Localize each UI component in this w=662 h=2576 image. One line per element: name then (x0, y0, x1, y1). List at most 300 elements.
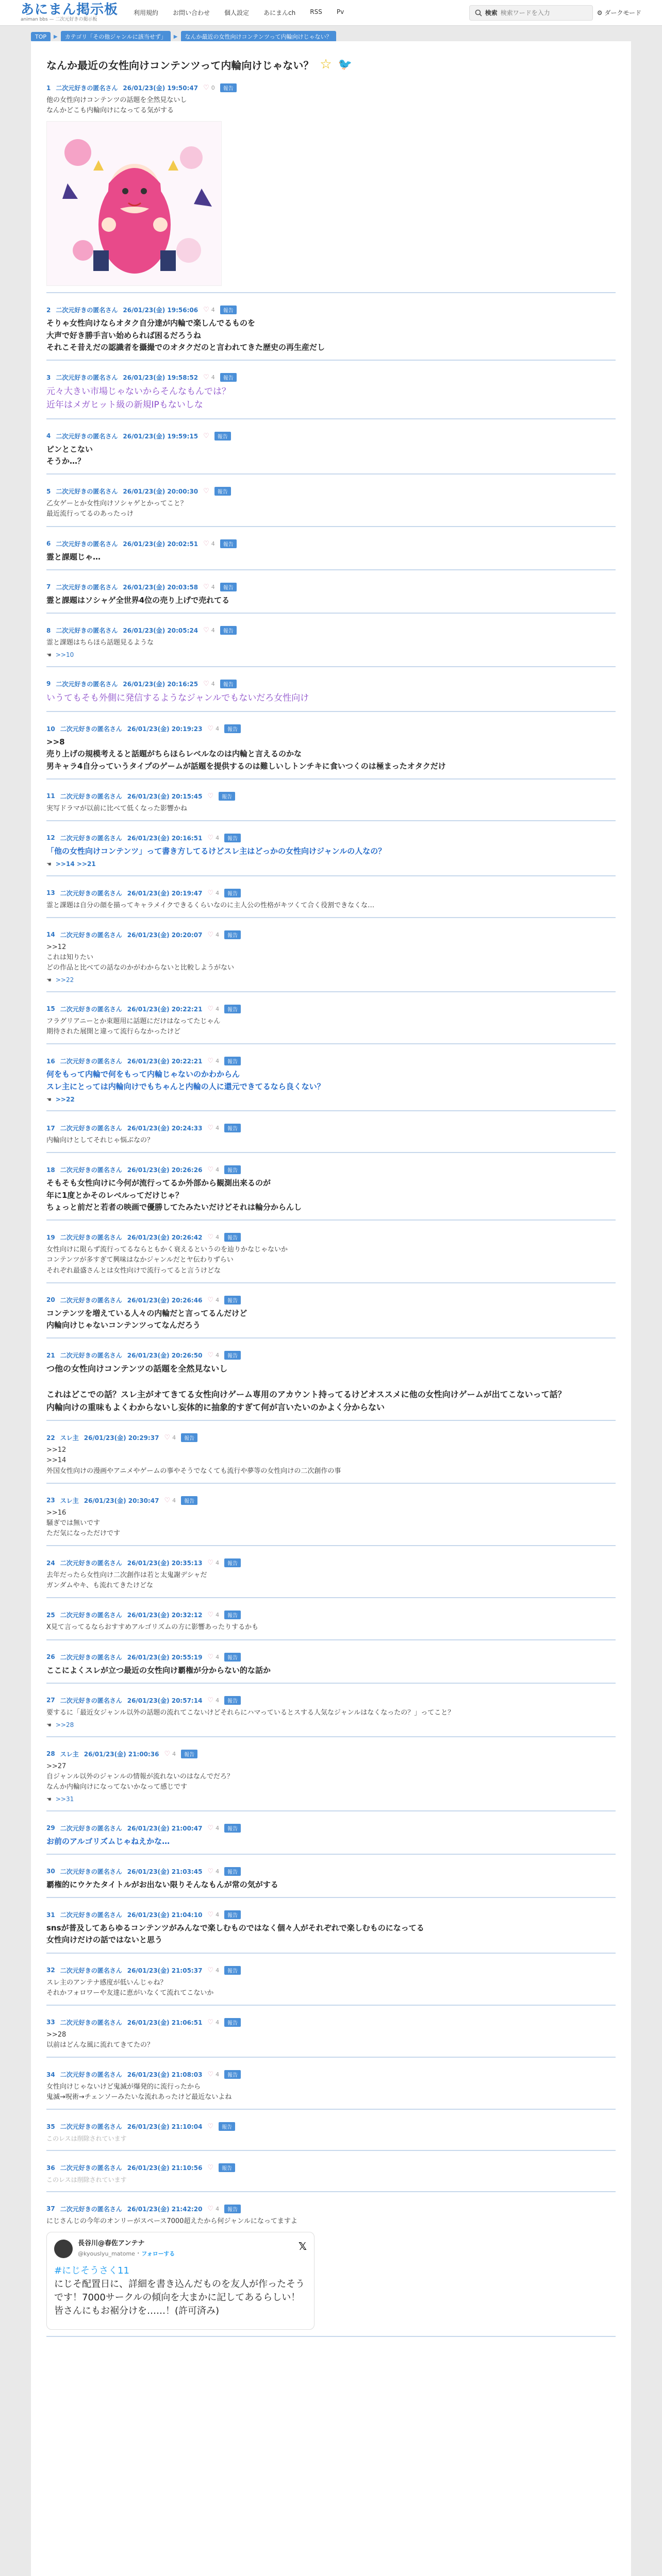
like-count: 4 (172, 1750, 176, 1757)
dark-mode-toggle[interactable] (597, 8, 641, 17)
post (41, 1430, 621, 1483)
heart-icon[interactable]: ♡ (203, 487, 209, 496)
post-text: 要するに「最近女ジャンル以外の話題の流れてこないけどそれらにハマっているとスする人気なジャンルはなくなったの？」ってこと？ (46, 1708, 455, 1717)
heart-icon[interactable]: ♡ (164, 1434, 171, 1442)
post-date: 26/01/23(金) 20:26:50 (127, 1352, 203, 1360)
report-button[interactable]: 報告 (224, 1005, 241, 1013)
post-text: そもそも女性向けに今何が流行ってるか外部から観測出来るのが 年に1度とかそのレベルってだけじゃ？ ちょっと前だと若者の映画で優勝してたみたいだけどそれは輪分からんし (46, 1178, 302, 1212)
heart-icon[interactable]: ♡ (203, 84, 209, 92)
heart-icon[interactable]: ♡ (207, 1611, 214, 1619)
post (41, 1555, 621, 1598)
reply-references (46, 1095, 616, 1105)
search-button[interactable]: 検索 (485, 9, 498, 16)
post (41, 1002, 621, 1044)
post-number[interactable]: 15 (46, 1005, 55, 1013)
like-count: 4 (211, 583, 215, 590)
logo-text: あにまん掲示板 (21, 2, 119, 18)
post-number[interactable]: 31 (46, 1911, 55, 1919)
post-number[interactable]: 32 (46, 1967, 55, 1974)
tweet-user: 長谷川@春佐アンテナ (78, 2239, 145, 2247)
heart-icon[interactable]: ♡ (207, 930, 214, 939)
poster-name: 二次元好きの匿名さん (60, 1697, 122, 1704)
post-body (46, 317, 616, 361)
post-meta (46, 1910, 616, 1919)
like-count: 4 (216, 1234, 220, 1241)
post-number[interactable]: 21 (46, 1351, 55, 1359)
heart-icon[interactable]: ♡ (207, 1296, 214, 1304)
poster-name: 二次元好きの匿名さん (60, 2205, 122, 2213)
post-body (46, 1363, 616, 1421)
post-body (46, 2082, 616, 2110)
heart-icon[interactable]: ♡ (164, 1750, 171, 1758)
post-text: 他の女性向けコンテンツの話題を全然見ないし なんかどこも内輪向けになってる気がする (46, 96, 187, 115)
post-meta (46, 1351, 616, 1360)
post-body (46, 1761, 616, 1811)
poster-name: 二次元好きの匿名さん (60, 834, 122, 842)
post-body (46, 95, 616, 293)
heart-icon[interactable]: ♡ (207, 1653, 214, 1661)
post-number[interactable]: 16 (46, 1057, 55, 1065)
reply-anchor-link[interactable]: >>22 (55, 976, 74, 984)
like-count: 4 (216, 834, 220, 841)
post-date: 26/01/23(金) 20:00:30 (123, 488, 198, 496)
like-count: 4 (216, 1296, 220, 1303)
post-body (46, 1622, 616, 1640)
post-date: 26/01/23(金) 20:35:13 (127, 1560, 203, 1567)
heart-icon[interactable]: ♡ (207, 1351, 214, 1360)
breadcrumb-thread[interactable]: なんか最近の女性向けコンテンツって内輪向けじゃない？ (181, 31, 336, 42)
poster-name: 二次元好きの匿名さん (60, 2164, 122, 2172)
heart-icon[interactable]: ♡ (207, 2205, 214, 2213)
heart-icon[interactable]: ♡ (207, 1696, 214, 1704)
report-button[interactable]: 報告 (220, 83, 237, 92)
report-button[interactable]: 報告 (220, 583, 237, 591)
post-text: 「他の女性向けコンテンツ」って書き方してるけどスレ主はどっかの女性向けジャンルの人なの？ (46, 846, 386, 856)
poster-name: 二次元好きの匿名さん (60, 2019, 122, 2026)
reply-anchor-link[interactable]: >>31 (55, 1795, 74, 1803)
heart-icon[interactable]: ♡ (207, 1166, 214, 1174)
post (41, 2160, 621, 2192)
reply-hand-icon: ☚ (46, 651, 52, 658)
nav-item[interactable]: あにまんch (263, 9, 296, 16)
heart-icon[interactable]: ♡ (207, 1824, 214, 1832)
tweet-header: 長谷川@春佐アンテナ @kyouslyu_matome · フォローする (54, 2239, 307, 2259)
post-meta (46, 2070, 616, 2079)
poster-name: 二次元好きの匿名さん (60, 1125, 122, 1132)
post-text: ここによくスレが立つ最近の女性向け覇権が分からない的な話か (46, 1665, 271, 1675)
post-date: 26/01/23(金) 19:58:52 (123, 374, 198, 382)
post-meta (46, 1750, 616, 1758)
post-meta (46, 792, 616, 801)
post-date: 26/01/23(金) 19:56:06 (123, 307, 198, 314)
poster-name: 二次元好きの匿名さん (60, 1058, 122, 1065)
post-text: 元々大きい市場じゃないからそんなもんでは？ 近年はメガヒット級の新規IPもないしな (46, 386, 230, 411)
post-date: 26/01/23(金) 21:05:37 (127, 1967, 203, 1974)
post-date: 26/01/23(金) 20:15:45 (127, 792, 203, 800)
post-number[interactable]: 19 (46, 1233, 55, 1241)
heart-icon[interactable]: ♡ (207, 1559, 214, 1567)
report-button[interactable]: 報告 (224, 1165, 241, 1174)
heart-icon[interactable]: ♡ (207, 792, 214, 800)
heart-icon[interactable]: ♡ (207, 2164, 214, 2172)
post-text: 覇権的にウケたタイトルがお出ない限りそんなもんが常の気がする (46, 1879, 278, 1889)
post (41, 302, 621, 361)
post-date: 26/01/23(金) 21:04:10 (127, 1911, 203, 1919)
twitter-share-icon[interactable]: 🐦 (338, 58, 353, 71)
post-meta (46, 2205, 616, 2213)
reply-anchor-link[interactable]: >>22 (55, 1095, 75, 1103)
nav-item[interactable]: RSS (310, 8, 322, 15)
reply-references (46, 859, 616, 869)
like-count: 4 (216, 1125, 220, 1132)
nav-item[interactable]: お問い合わせ (173, 9, 210, 16)
post-text: つ他の女性向けコンテンツの話題を全然見ないし これはどこでの話？スレ主がオてきてる女性向けゲーム専用のアカウント持ってるけどオススメに他の女性向けゲームが出てこないって話？ 内輪向けの重味もよくわからないし妄体的に抽象的すぎて何が言いたいのかよく分からない (46, 1364, 566, 1412)
post-date: 26/01/23(金) 20:30:47 (84, 1497, 159, 1504)
reply-anchor-link[interactable]: >>10 (55, 651, 74, 659)
poster-name: 二次元好きの匿名さん (56, 583, 118, 591)
embedded-tweet[interactable] (46, 2232, 315, 2330)
report-button[interactable]: 報告 (224, 1351, 241, 1360)
report-button[interactable]: 報告 (219, 792, 235, 801)
heart-icon[interactable]: ♡ (207, 1911, 214, 1919)
report-button[interactable]: 報告 (219, 2122, 235, 2131)
heart-icon[interactable]: ♡ (203, 432, 209, 440)
post-meta (46, 1124, 616, 1132)
post (41, 1963, 621, 2006)
x-logo-icon[interactable]: 𝕏 (298, 2240, 307, 2252)
post-number[interactable]: 23 (46, 1497, 55, 1504)
post-number[interactable]: 36 (46, 2164, 55, 2172)
post (41, 789, 621, 821)
heart-icon[interactable]: ♡ (207, 2018, 214, 2026)
post-text: 実写ドラマが以前に比べて低くなった影響かね (46, 804, 188, 812)
post (41, 370, 621, 419)
report-button[interactable]: 報告 (219, 2163, 235, 2172)
heart-icon[interactable]: ♡ (203, 374, 209, 382)
post-date: 26/01/23(金) 20:22:21 (127, 1058, 203, 1065)
post-number[interactable]: 9 (46, 680, 51, 688)
report-button[interactable]: 報告 (220, 306, 237, 314)
post-number[interactable]: 37 (46, 2205, 55, 2213)
heart-icon[interactable]: ♡ (207, 1057, 214, 1065)
post-body (46, 444, 616, 475)
heart-icon[interactable]: ♡ (203, 306, 209, 314)
heart-icon[interactable]: ♡ (207, 1867, 214, 1875)
post-text: >>8 売り上げの規模考えると話題がちらほらレベルなのは内輪と言えるのかな 男キャラ4自分っていうタイプのゲームが話題を提供するのは難しいしトンチキに食いつくのは極まったオタクだけ (46, 737, 446, 771)
reply-references (46, 975, 616, 985)
page-title: なんか最近の女性向けコンテンツって内輪向けじゃない？ (46, 59, 314, 72)
post-body (46, 2134, 616, 2151)
report-button[interactable]: 報告 (224, 2070, 241, 2079)
post-date: 26/01/23(金) 20:26:46 (127, 1296, 203, 1304)
post (41, 80, 621, 293)
post-meta (46, 1057, 616, 1065)
post-meta (46, 1233, 616, 1242)
report-button[interactable]: 報告 (224, 1233, 241, 1242)
post-number[interactable]: 25 (46, 1611, 55, 1619)
report-button[interactable]: 報告 (224, 1296, 241, 1304)
post-number[interactable]: 34 (46, 2071, 55, 2078)
poster-name: 二次元好きの匿名さん (60, 1560, 122, 1567)
post-date: 26/01/23(金) 20:32:12 (127, 1612, 203, 1619)
post-date: 26/01/23(金) 20:57:14 (127, 1697, 203, 1704)
heart-icon[interactable]: ♡ (164, 1496, 171, 1504)
like-count: 4 (211, 627, 215, 634)
poster-name: スレ主 (60, 1497, 79, 1504)
like-count: 4 (216, 1005, 220, 1012)
post-body (46, 1177, 616, 1221)
heart-icon[interactable]: ♡ (207, 834, 214, 842)
reply-anchor-link[interactable]: >>28 (55, 1721, 74, 1728)
post-meta (46, 626, 616, 635)
post-text: 霊と課題は自分の顔を描ってキャラメイクできるくらいなのに主人公の性格がキツくて合く役割できなくな… (46, 901, 375, 909)
post-number[interactable]: 6 (46, 540, 51, 547)
post (41, 1121, 621, 1153)
like-count: 4 (172, 1497, 176, 1504)
post-text: スレ主のアンテナ感度が低いんじゃね？ それかフォロワーや友達に恵がいなくて流れてこないか (46, 1978, 214, 1997)
report-button[interactable]: 報告 (181, 1433, 197, 1442)
post-number[interactable]: 14 (46, 931, 55, 939)
poster-name: 二次元好きの匿名さん (56, 540, 118, 548)
heart-icon[interactable]: ♡ (207, 1233, 214, 1242)
post-number[interactable]: 33 (46, 2019, 55, 2026)
post-text: そりゃ女性向けならオタク自分達が内輪で楽しんでるものを 大声で好き勝手言い始められば困るだろうね それこそ昔えだの認識者を攝撮でのオタクだのと言われてきた歴史の再生産だし (46, 318, 325, 352)
report-button[interactable]: 報告 (214, 487, 231, 496)
like-count: 4 (211, 307, 215, 314)
report-button[interactable]: 報告 (224, 1910, 241, 1919)
poster-name: 二次元好きの匿名さん (60, 1653, 122, 1661)
search-box (469, 5, 593, 21)
chevron-right-icon: ▶ (54, 33, 58, 40)
post-meta (46, 583, 616, 591)
heart-icon[interactable]: ♡ (207, 1005, 214, 1013)
reply-references (46, 650, 616, 660)
post-date: 26/01/23(金) 21:00:36 (84, 1750, 159, 1758)
like-count: 0 (211, 84, 215, 91)
like-count: 4 (216, 2071, 220, 2078)
post-number[interactable]: 17 (46, 1124, 55, 1132)
report-button[interactable]: 報告 (224, 1653, 241, 1662)
nav-item[interactable]: Pv (336, 8, 344, 15)
like-count: 4 (216, 1697, 220, 1704)
illustration-image (47, 122, 222, 286)
poster-name: 二次元好きの匿名さん (60, 1911, 122, 1919)
post-number[interactable]: 28 (46, 1750, 55, 1758)
heart-icon[interactable]: ♡ (207, 2071, 214, 2079)
post-body (46, 499, 616, 527)
post-body (46, 1445, 616, 1483)
post-body (46, 804, 616, 821)
header-right (469, 5, 641, 21)
report-button[interactable]: 報告 (220, 373, 237, 382)
post-text: >>12 >>14 外国女性向けの漫画やアニメやゲームの事やそうでなくても流行や夢等の女性向けの二次創作の事 (46, 1446, 341, 1475)
post-date: 26/01/23(金) 20:16:25 (123, 680, 198, 688)
nav-item[interactable]: 利用規約 (134, 9, 159, 16)
heart-icon[interactable]: ♡ (207, 1966, 214, 1974)
report-button[interactable]: 報告 (224, 2018, 241, 2027)
poster-name: 二次元好きの匿名さん (56, 488, 118, 496)
post-number[interactable]: 18 (46, 1166, 55, 1174)
post (41, 831, 621, 876)
report-button[interactable]: 報告 (220, 626, 237, 635)
post-number[interactable]: 10 (46, 725, 55, 733)
post-meta (46, 1824, 616, 1833)
site-logo[interactable] (21, 3, 118, 22)
post-number[interactable]: 22 (46, 1434, 55, 1442)
reply-anchor-link[interactable]: >>14 >>21 (55, 860, 96, 868)
report-button[interactable]: 報告 (224, 1057, 241, 1065)
post-meta (46, 2163, 616, 2172)
post-meta (46, 724, 616, 733)
tweet-body: にじそ配置日に、詳細を書き込んだものを友人が作ったそうです！7000サークルの傾向を大まかに記してあるらしい！皆さんにもお裾分けを……！(許可済み) (54, 2279, 305, 2317)
post-number[interactable]: 2 (46, 306, 51, 314)
post-number[interactable]: 5 (46, 487, 51, 495)
post-number[interactable]: 29 (46, 1824, 55, 1832)
heart-icon[interactable]: ♡ (203, 583, 209, 591)
post-number[interactable]: 3 (46, 374, 51, 381)
post-meta (46, 1653, 616, 1662)
tweet-hashtag[interactable]: #にじそうさく11 (54, 2265, 129, 2277)
post-text: >>28 以前はどんな風に流れてきてたの？ (46, 2030, 154, 2049)
poster-name: 二次元好きの匿名さん (60, 931, 122, 939)
post-number[interactable]: 12 (46, 834, 55, 842)
heart-icon[interactable]: ♡ (203, 680, 209, 688)
heart-icon[interactable]: ♡ (207, 2123, 214, 2131)
post (41, 1493, 621, 1546)
post-date: 26/01/23(金) 20:55:19 (127, 1653, 203, 1661)
report-button[interactable]: 報告 (224, 1611, 241, 1619)
report-button[interactable]: 報告 (224, 1696, 241, 1705)
nav-item[interactable]: 個人設定 (224, 9, 250, 16)
gear-icon: ⚙ (597, 9, 603, 16)
report-button[interactable]: 報告 (224, 724, 241, 733)
heart-icon[interactable]: ♡ (207, 725, 214, 733)
follow-button[interactable]: フォローする (141, 2250, 175, 2257)
poster-name: 二次元好きの匿名さん (60, 1868, 122, 1875)
heart-icon[interactable]: ♡ (203, 539, 209, 548)
search-input[interactable] (501, 9, 578, 16)
report-button[interactable]: 報告 (224, 1966, 241, 1975)
like-count: 4 (216, 889, 220, 896)
report-button[interactable]: 報告 (220, 680, 237, 688)
post-date: 26/01/23(金) 21:00:47 (127, 1824, 203, 1832)
reply-references (46, 1720, 616, 1730)
post-number[interactable]: 27 (46, 1697, 55, 1704)
post-number[interactable]: 4 (46, 432, 51, 440)
like-count: 4 (216, 1967, 220, 1974)
post-meta (46, 2122, 616, 2131)
post-date: 26/01/23(金) 21:42:20 (127, 2205, 203, 2213)
poster-name: 二次元好きの匿名さん (60, 889, 122, 897)
post-date: 26/01/23(金) 20:29:37 (84, 1434, 159, 1442)
like-count: 4 (216, 1166, 220, 1174)
post (41, 1348, 621, 1421)
like-count: 4 (216, 1352, 220, 1359)
post-body (46, 2175, 616, 2192)
post-text: >>16 騒ぎでは無いです ただ気になっただけです (46, 1509, 121, 1538)
post-date: 26/01/23(金) 20:24:33 (127, 1125, 203, 1132)
post-number[interactable]: 8 (46, 626, 51, 634)
breadcrumb-top[interactable]: TOP (31, 32, 51, 42)
post-number[interactable]: 35 (46, 2123, 55, 2130)
post-text: 乙女ゲーとか女性向けソシャゲとかってこと？ 最近流行ってるのあったっけ (46, 500, 187, 518)
like-count: 4 (211, 680, 215, 687)
post-number[interactable]: 11 (46, 792, 55, 800)
post (41, 580, 621, 614)
post-date: 26/01/23(金) 21:03:45 (127, 1868, 203, 1875)
report-button[interactable]: 報告 (224, 834, 241, 842)
post-date: 26/01/23(金) 20:19:23 (127, 725, 203, 733)
post-body (46, 1570, 616, 1598)
post-date: 26/01/23(金) 21:10:56 (127, 2164, 203, 2172)
favorite-star-icon[interactable]: ☆ (320, 57, 332, 72)
post-text: いうてもそも外側に発信するようなジャンルでもないだろ女性向け (46, 692, 309, 703)
post-date: 26/01/23(金) 20:03:58 (123, 583, 198, 591)
report-button[interactable]: 報告 (224, 889, 241, 897)
post-number[interactable]: 20 (46, 1296, 55, 1304)
report-button[interactable]: 報告 (224, 1824, 241, 1833)
poster-name: 二次元好きの匿名さん (56, 627, 118, 634)
post-meta (46, 306, 616, 314)
reply-hand-icon: ☚ (46, 1096, 52, 1103)
report-button[interactable]: 報告 (224, 1867, 241, 1876)
post-meta (46, 487, 616, 496)
report-button[interactable]: 報告 (224, 2205, 241, 2213)
post-body (46, 1508, 616, 1546)
report-button[interactable]: 報告 (224, 1124, 241, 1132)
post (41, 484, 621, 527)
heart-icon[interactable]: ♡ (207, 889, 214, 897)
report-button[interactable]: 報告 (214, 432, 231, 440)
like-count: 4 (216, 1612, 220, 1619)
post-meta (46, 834, 616, 842)
post-body (46, 942, 616, 992)
post-image[interactable] (46, 121, 222, 286)
heart-icon[interactable]: ♡ (207, 1124, 214, 1132)
post-body (46, 1978, 616, 2006)
post-meta (46, 1966, 616, 1975)
post-date: 26/01/23(金) 20:26:42 (127, 1234, 203, 1242)
heart-icon[interactable]: ♡ (203, 626, 209, 634)
post-meta (46, 889, 616, 897)
post-number[interactable]: 24 (46, 1559, 55, 1567)
post-body (46, 736, 616, 779)
post-date: 26/01/23(金) 20:26:26 (127, 1166, 203, 1174)
report-button[interactable]: 報告 (224, 930, 241, 939)
site-header (0, 0, 662, 26)
post-body (46, 1245, 616, 1283)
post-number[interactable]: 26 (46, 1653, 55, 1661)
post-number[interactable]: 1 (46, 84, 51, 92)
breadcrumb-category[interactable]: カテゴリ「その他ジャンルに該当せず」 (61, 31, 171, 42)
post (41, 1747, 621, 1811)
report-button[interactable]: 報告 (181, 1496, 197, 1505)
post-meta (46, 1558, 616, 1567)
report-button[interactable]: 報告 (224, 1558, 241, 1567)
logo-subtext: animan bbs — 二次元好きの掲示板 (21, 17, 97, 22)
post-list (41, 80, 621, 2337)
post (41, 2067, 621, 2110)
post-number[interactable]: 7 (46, 583, 51, 591)
post-meta (46, 1433, 616, 1442)
post-meta (46, 83, 616, 92)
post-number[interactable]: 30 (46, 1868, 55, 1875)
report-button[interactable]: 報告 (220, 539, 237, 548)
poster-name: 二次元好きの匿名さん (60, 1234, 122, 1242)
post (41, 1230, 621, 1283)
report-button[interactable]: 報告 (181, 1750, 197, 1758)
post-number[interactable]: 13 (46, 889, 55, 897)
